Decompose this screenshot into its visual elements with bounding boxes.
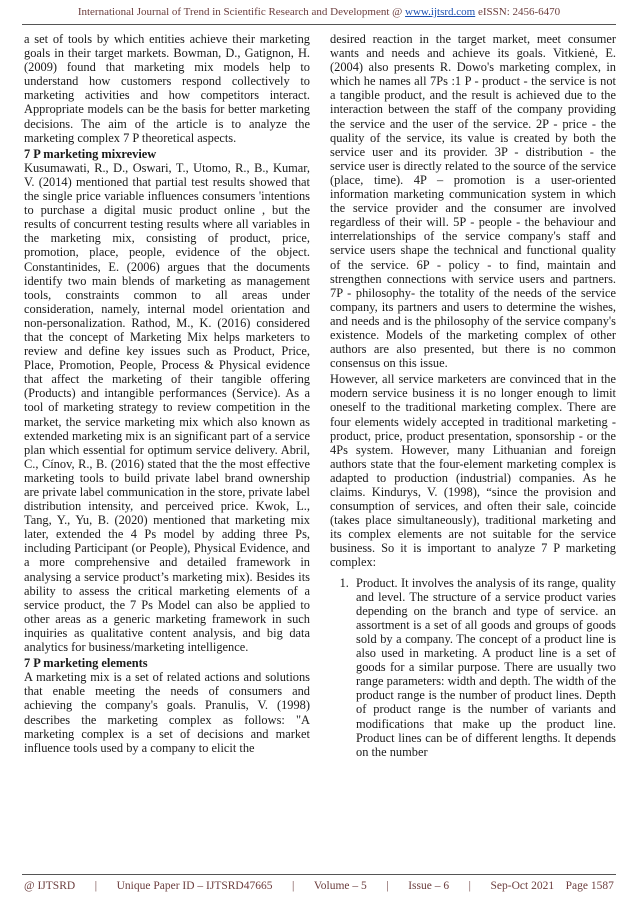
journal-url-link[interactable]: www.ijtsrd.com [405,6,476,18]
paragraph: a set of tools by which entities achieve their marketing goals in their target markets. Bowman, D., Gatignon, H. (2009) found that marketing mix models help to understand how customers respond collectively to marketing activities and how competitors interact. Appropriate models can be the basis for better marketing decisions. The aim of the article is to analyze the marketing complex 7 P theoretical aspects. [24,32,310,145]
running-header [0,6,638,18]
footer-rule [22,874,616,875]
footer-volume: Volume – 5 [313,880,367,892]
footer-date: Sep-Oct 2021 [490,880,555,892]
footer-page: Page 1587 [565,880,614,892]
paragraph: A marketing mix is a set of related actions and solutions that enable meeting the needs of consumers and achieving the company's goals. Pranulis, V. (1998) describes the marketing complex as follows: "A marketing complex is a set of decisions and market influence tools used by a company to elicit the [24,670,310,755]
issn: eISSN: 2456-6470 [477,6,561,18]
list-item: 1. Product. It involves the analysis of its range, quality and level. The structure of a service product varies depending on the branch and type of service. an assortment is a set of all goods and groups of goods sold by a company. The concept of a product line is also used in marketing. A product line is a set of goods for a similar purpose. There are usually two range parameters: width and depth. The width of the product range is the number of product lines. Depth of product range is the number of variants and modifications that make up the product line. Product lines can be of different lengths. It depends on the number [352,576,616,759]
paragraph: desired reaction in the target market, meet consumer wants and needs and achieve its goals. Vitkienė, E. (2004) also presents R. Dowo's marketing complex, in which he names all 7Ps :1 P - product - the service is not a tangible product, and the result is achieved due to the interaction between the staff of the company providing the service and the user of the service. 2P - price - the quality of the service, its value is created by both the service user and its provider. 3P - distribution - the service user is directly related to the source of the service (place, time). 4P – promotion is a user-oriented information marketing communication system in which the service provider and the consumer are involved regardless of their will. 5P - people - the behaviour and interrelationships of the service company's staff and service users shape the technical and functional quality of the service. 6P - policy - to find, maintain and strengthen connections with service users and partners. 7P - philosophy- the totality of the needs of the service company, its partners and users to determine the wishes, and needs and is the philosophy of the service company's existence. Models of the marketing complex of other authors are also presented, but there is no common consensus on this issue. [330,32,616,371]
footer-ijtsrd: @ IJTSRD [24,880,76,892]
header-rule [22,24,616,25]
right-column [330,32,616,759]
running-footer: @ IJTSRD | Unique Paper ID – IJTSRD47665 | Volume – 5 | Issue – 6 | Sep-Oct 2021 Page 1587 [24,880,614,892]
section-heading: 7 P marketing mixreview [24,146,157,161]
journal-title: International Journal of Trend in Scientific Research and Development @ [77,6,403,18]
footer-paper-id: Unique Paper ID – IJTSRD47665 [116,880,273,892]
section-heading: 7 P marketing elements [24,656,148,671]
paragraph: Kusumawati, R., D., Oswari, T., Utomo, R., B., Kumar, V. (2014) mentioned that partial test results showed that the single price variable influences consumers 'intentions to purchase a digital music product online , but the results of concurrent testing results where all variables in the marketing mix, consisting of product, price, promotion, place, people, evidence of the object. Constantinides, E. (2006) argues that the documents identify two main blends of marketing as management tools, constraints common to all areas under consideration, namely, internal model orientation and non-personalization. Rathod, M., K. (2016) considered that the concept of Marketing Mix helps marketers to review and define key issues such as Product, Price, Place, Promotion, People, Process & Physical evidence that affect the marketing of their tangible offering (Products) and intangible performances (Service). As a tool of marketing strategy to review competition in the market, the service marketing mix which also known as extended marketing mix is an significant part of a service plan which essential for optimum service delivery. Abril, C., Cínov, R., B. (2016) stated that the the most effective marketing tools to build private label brand ownership are private label communication in the store, private label distribution intensity, and perceived price. Kwok, L., Tang, Y., Yu, B. (2020) mentioned that marketing mix later, extended the 4 Ps model by adding three Ps, including Participant (or People), Physical Evidence, and a more comprehensive and detailed framework in analysing a service product’s marketing mix). Besides its ability to assess the critical marketing elements of a service product, the 7 Ps Model can also be applied to other areas as a generic marketing framework in such inquiries as qualitative content analysis, and big data analytics for business/marketing intelligence. [24,160,310,655]
left-column [24,32,310,757]
numbered-list [330,576,616,759]
footer-issue: Issue – 6 [408,880,450,892]
paragraph: However, all service marketers are convinced that in the modern service business it is no longer enough to limit oneself to the traditional marketing complex. There are four elements widely accepted in traditional marketing - product, price, product presentation, sponsorship - or the 4Ps system. However, many Lithuanian and foreign authors state that the four-element marketing complex is adapted to production (industrial) companies. As he claims. Kindurys, V. (1998), “since the provision and consumption of services, and often their sale, coincide (takes place simultaneously), traditional marketing and its complex elements are not suitable for the service business. So it is important to analyze 7 P marketing complex: [330,372,616,570]
